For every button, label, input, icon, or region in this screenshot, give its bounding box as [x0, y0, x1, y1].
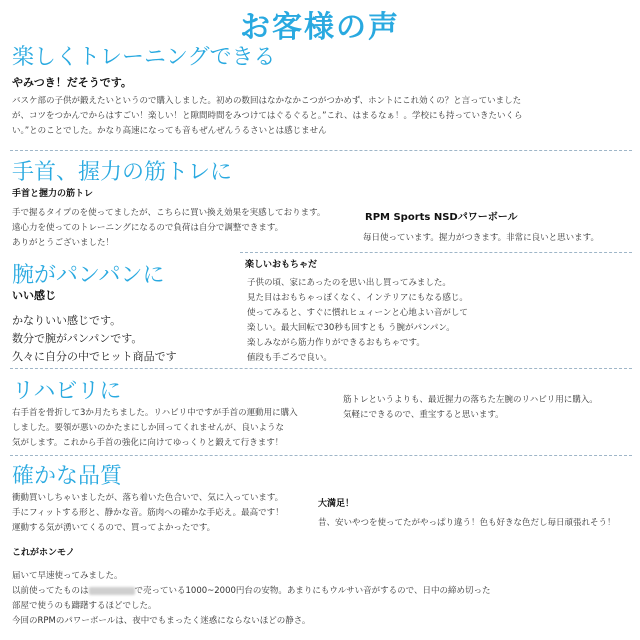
- review-text: 子供の頃、家にあったのを思い出し買ってみました。 見た目はおもちゃっぽくなく、インテリアにもなる感じ。 使ってみると、すぐに慣れヒュィーンと心地よい音がして 楽しい。最大回転で30秒も回すとも う腕がパンパン。 楽しみながら筋力作りができるおもちゃです。 値段も手ごろで良い。: [247, 278, 468, 363]
- review-title: いい感じ: [12, 289, 56, 302]
- review-title: 大満足！: [318, 499, 355, 509]
- page-title: お客様の声: [240, 10, 400, 45]
- review-text: 筋トレというよりも、最近握力の落ちた左腕のリハビリ用に購入。 気軽にできるので、重宝すると思います。: [343, 395, 598, 420]
- section-heading-fun: 楽しくトレーニングできる: [12, 45, 276, 70]
- review-text: 衝動買いしちゃいましたが、落ち着いた色合いで、気に入っています。 手にフィットする形と、静かな音。筋肉への確かな手応え。最高です！ 運動する気が湧いてくるので、買ってよかったです。: [12, 493, 284, 533]
- review-title: RPM Sports NSDパワーボール: [365, 212, 518, 223]
- divider: [10, 455, 632, 456]
- review-title: 手首と握力の筋トレ: [12, 189, 94, 199]
- review-text: かなりいい感じです。 数分で腕がパンパンです。 久々に自分の中でヒット商品です: [12, 314, 177, 363]
- section-heading-quality: 確かな品質: [12, 464, 123, 489]
- review-text: 届いて早速使ってみました。 以前使ってたものは で売っている1000~2000円台の安物。あまりにもウルサい音がするので、日中の締め切った 部屋で使うのも躊躇するほどでした。 今回のRPMのパワーボールは、夜中でもまったく迷惑にならないほどの静さ。: [12, 571, 491, 626]
- review-text: 手で握るタイプのを使ってましたが、こちらに買い換え効果を実感しております。 遠心力を使ってのトレーニングになるので負荷は自分で調整できます。 ありがとうございました！: [12, 208, 326, 248]
- review-text: バスケ部の子供が鍛えたいというので購入しました。初めの数回はなかなかこつがつかめず、ホントにこれ効くの？と言っていました が、コツをつかんでからはすごい！楽しい！と隙間時間をみつけてはぐるぐると。”これ、はまるなぁ！。学校にも持っていきたいくら い。”とのことでした。かなり高速になっても音もぜんぜんうるさいとは感じません: [12, 96, 523, 136]
- review-text: 毎日使っています。握力がつきます。非常に良いと思います。: [363, 233, 599, 243]
- review-title: やみつき！だそうです。: [12, 76, 132, 89]
- review-title: 楽しいおもちゃだ: [245, 260, 318, 270]
- review-title: これがホンモノ: [12, 548, 75, 558]
- divider: [240, 252, 632, 253]
- redacted-store-name: [89, 587, 135, 595]
- section-heading-wrist: 手首、握力の筋トレに: [12, 160, 233, 185]
- section-heading-arms: 腕がパンパンに: [12, 263, 165, 288]
- divider: [10, 368, 632, 369]
- section-heading-rehab: リハビリに: [12, 379, 122, 404]
- review-text: 昔、安いやつを使ってたがやっぱり違う！色も好きな色だし毎日頑張れそう！: [318, 518, 616, 528]
- divider: [10, 150, 632, 151]
- review-text: 右手首を骨折して3か月たちました。リハビリ中ですが手首の運動用に購入 しました。要領が悪いのかたまにしか回ってくれませんが、良いような 気がします。これから手首の強化に向けてゆっくりと鍛えて行きます！: [12, 408, 298, 448]
